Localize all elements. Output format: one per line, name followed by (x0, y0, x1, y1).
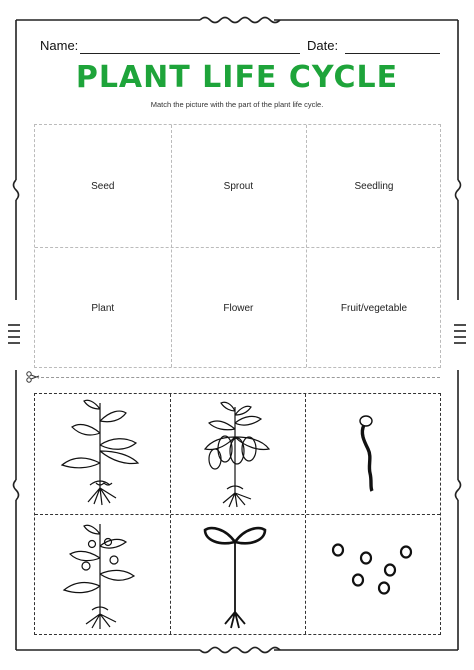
name-label: Name: (40, 38, 79, 53)
fruiting-plant-icon[interactable] (169, 393, 304, 514)
label-cell[interactable]: Fruit/vegetable (340, 302, 408, 314)
seeds-icon[interactable] (304, 514, 439, 635)
page-title: PLANT LIFE CYCLE (75, 60, 399, 95)
name-field[interactable] (80, 53, 300, 54)
label-cell[interactable]: Plant (91, 302, 115, 314)
date-field[interactable] (345, 53, 440, 54)
cut-line (36, 377, 440, 378)
label-cell[interactable]: Seed (91, 180, 115, 192)
seedling-icon[interactable] (169, 514, 304, 635)
flowering-plant-icon[interactable] (34, 514, 169, 635)
sprouting-seed-icon[interactable] (304, 393, 439, 514)
label-cell[interactable]: Flower (223, 302, 254, 314)
instructions: Match the picture with the part of the plant life cycle. (150, 100, 324, 109)
name-date-row (40, 38, 440, 56)
date-label: Date: (307, 38, 339, 53)
label-cell[interactable]: Sprout (223, 180, 254, 192)
label-cell[interactable]: Seedling (354, 180, 394, 192)
label-grid (34, 124, 441, 368)
plant-icon[interactable] (34, 393, 169, 514)
